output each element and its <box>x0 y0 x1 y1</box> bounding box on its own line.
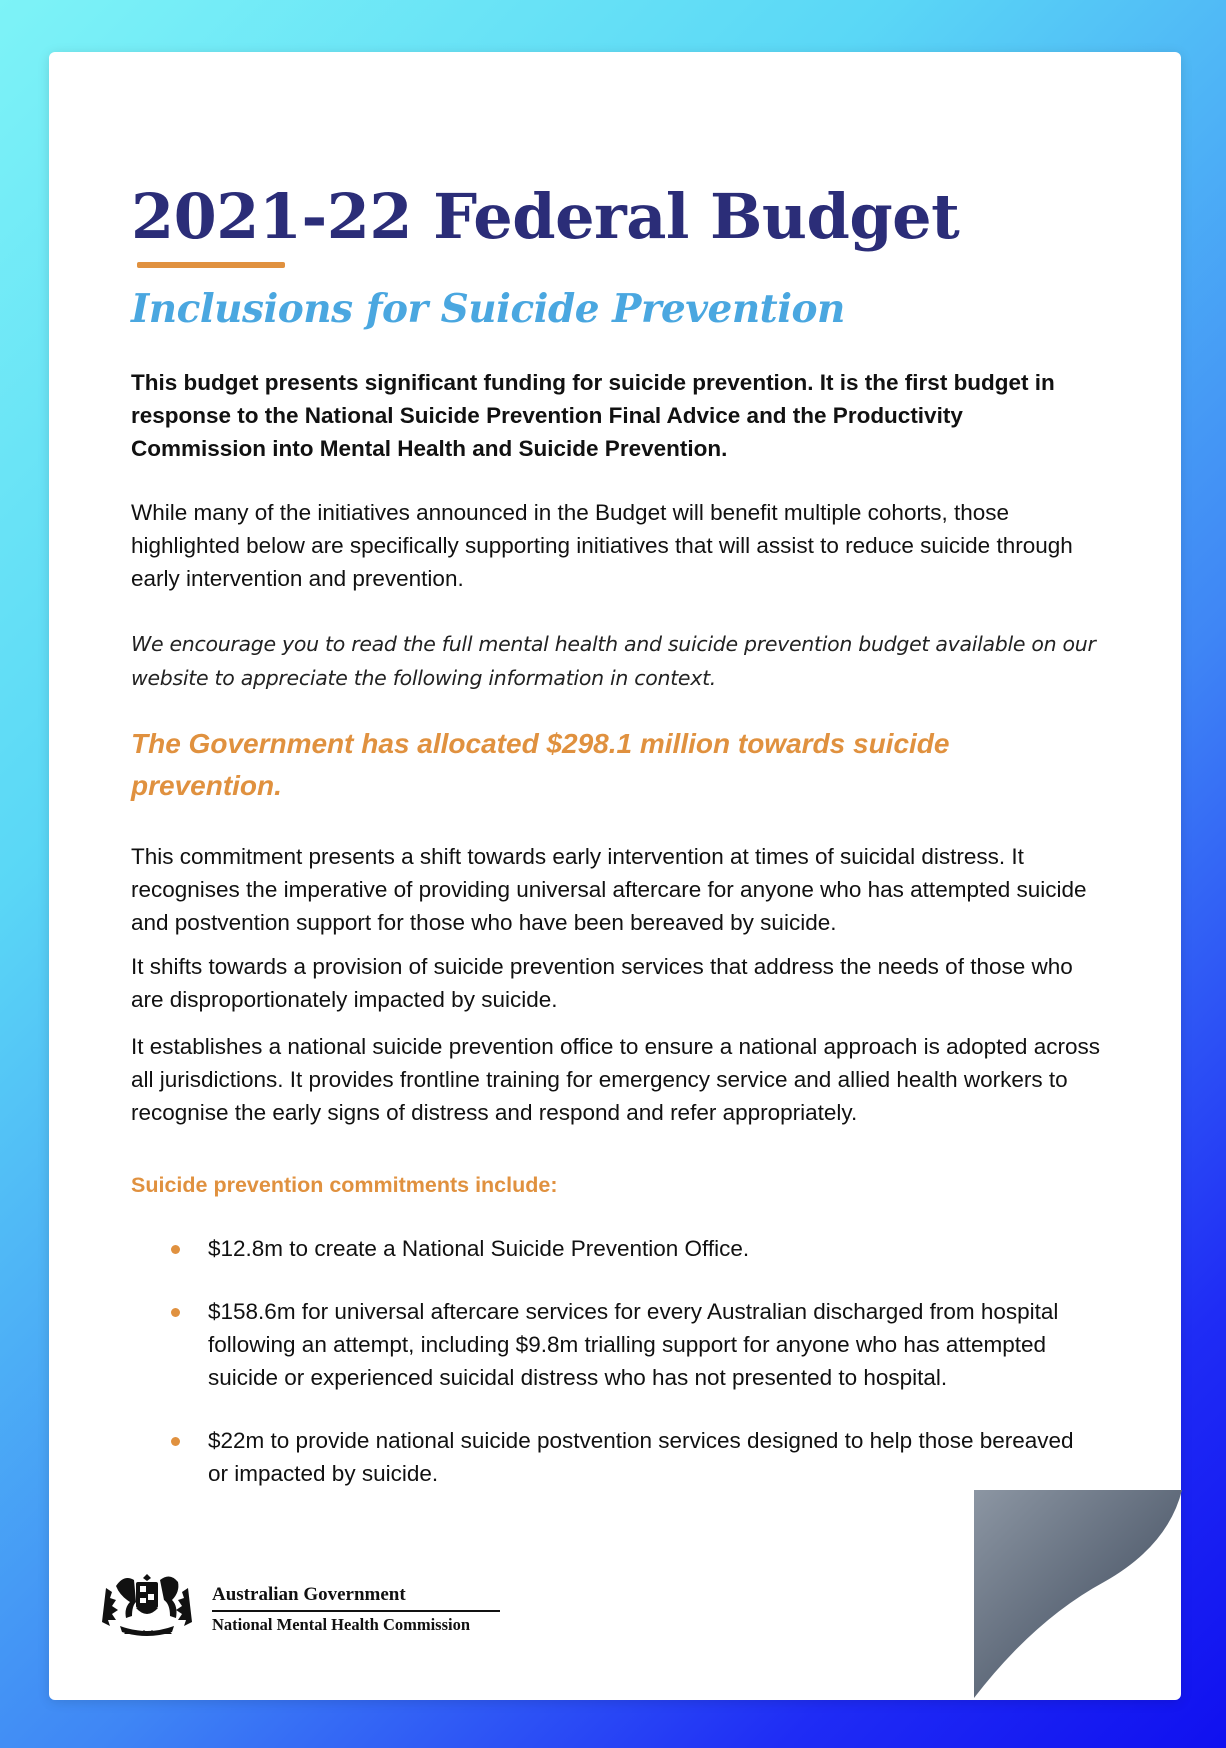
list-item-text: $22m to provide national suicide postvention services designed to help those bereaved or impacted by suicide. <box>208 1428 1074 1486</box>
list-item-text: $158.6m for universal aftercare services for every Australian discharged from hospital following an attempt, including $9.8m trialling support for anyone who has attempted suicide or experienced suicidal distress who has not presented to hospital. <box>208 1299 1059 1390</box>
body-paragraph-2: It shifts towards a provision of suicide prevention services that address the needs of those who are disproportionately impacted by suicide. <box>131 954 1073 1012</box>
bullet-icon <box>171 1437 180 1446</box>
page-subtitle: Inclusions for Suicide Prevention <box>131 286 845 332</box>
coat-of-arms-icon <box>100 1568 194 1640</box>
funding-highlight: The Government has allocated $298.1 million towards suicide prevention. <box>131 728 950 801</box>
intro-paragraph: While many of the initiatives announced in the Budget will benefit multiple cohorts, those highlighted below are specifically supporting initiatives that will assist to reduce suicide through early intervention and prevention. <box>131 500 1073 591</box>
org-name-government: Australian Government <box>212 1584 406 1605</box>
commitments-heading: Suicide prevention commitments include: <box>131 1173 558 1197</box>
org-name-commission: National Mental Health Commission <box>212 1615 471 1634</box>
list-item <box>131 1424 1091 1490</box>
list-item <box>131 1232 1091 1265</box>
title-underline <box>137 262 285 268</box>
page-curl <box>972 1490 1182 1700</box>
commitments-list <box>131 1232 1091 1520</box>
list-item-text: $12.8m to create a National Suicide Prevention Office. <box>208 1236 750 1261</box>
body-paragraph-3: It establishes a national suicide prevention office to ensure a national approach is adopted across all jurisdictions. It provides frontline training for emergency service and allied health workers to recognise the early signs of distress and respond and refer appropriately. <box>131 1034 1100 1125</box>
bullet-icon <box>171 1245 180 1254</box>
list-item <box>131 1295 1091 1394</box>
intro-note: We encourage you to read the full mental health and suicide prevention budget available on our website to appreciate the following information in context. <box>131 632 1096 690</box>
footer-logo <box>100 1568 520 1640</box>
body-paragraph-1: This commitment presents a shift towards early intervention at times of suicidal distress. It recognises the imperative of providing universal aftercare for anyone who has attempted suicide and postvention support for those who have been bereaved by suicide. <box>131 844 1087 935</box>
org-divider <box>212 1610 500 1612</box>
page-title: 2021-22 Federal Budget <box>131 180 960 253</box>
intro-bold-paragraph: This budget presents significant funding for suicide prevention. It is the first budget in response to the National Suicide Prevention Final Advice and the Productivity Commission into Mental Health and Suicide Prevention. <box>131 370 1055 461</box>
bullet-icon <box>171 1308 180 1317</box>
